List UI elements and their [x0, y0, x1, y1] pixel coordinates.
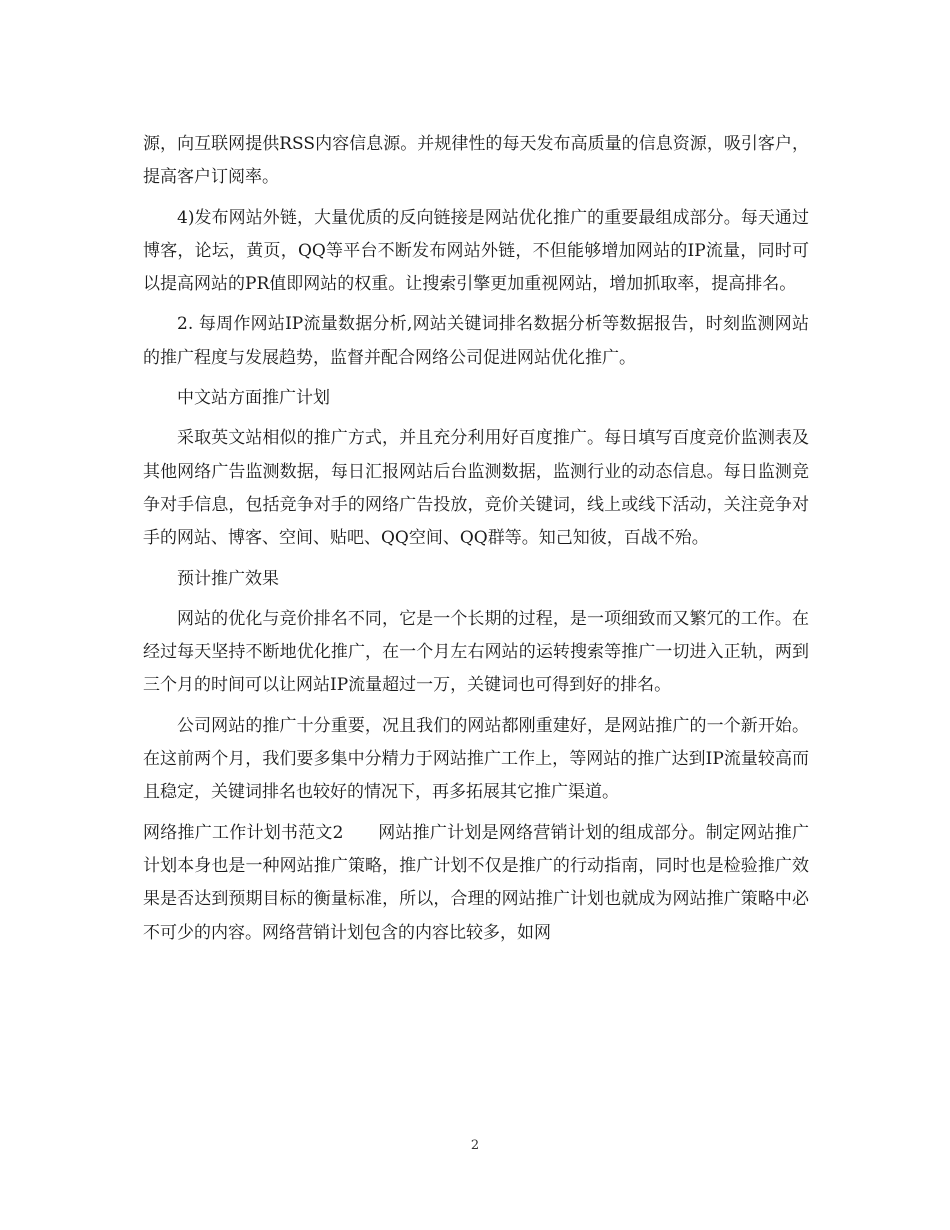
- paragraph-chinese-site-strategy: 采取英文站相似的推广方式，并且充分利用好百度推广。每日填写百度竞价监测表及其他网络广告监测数据，每日汇报网站后台监测数据，监测行业的动态信息。每日监测竞争对手信息，包括竞争对手的网络广告投放，竞价关键词，线上或线下活动，关注竞争对手的网站、博客、空间、贴吧、QQ空间、QQ群等。知己知彼，百战不殆。: [143, 428, 809, 549]
- paragraph-gap: [143, 703, 809, 710]
- paragraph-gap: [143, 375, 809, 382]
- paragraph-gap: [143, 415, 809, 422]
- paragraph-external-links: 4)发布网站外链，大量优质的反向链接是网站优化推广的重要最组成部分。每天通过博客，论坛，黄页，QQ等平台不断发布网站外链，不但能够增加网站的IP流量，同时可以提高网站的PR值即网站的权重。让搜索引擎更加重视网站，增加抓取率，提高排名。: [143, 207, 809, 295]
- paragraph-company-site-importance: 公司网站的推广十分重要，况且我们的网站都刚重建好，是网站推广的一个新开始。在这前两个月，我们要多集中分精力于网站推广工作上，等网站的推广达到IP流量较高而且稳定，关键词排名也较好的情况下，再多拓展其它推广渠道。: [143, 715, 809, 803]
- paragraph-optimization-process: 网站的优化与竞价排名不同，它是一个长期的过程，是一项细致而又繁冗的工作。在经过每天坚持不断地优化推广，在一个月左右网站的运转搜索等推广一切进入正轨，两到三个月的时间可以让网站IP流量超过一万，关键词也可得到好的排名。: [143, 608, 809, 696]
- paragraph-gap: [143, 556, 809, 563]
- heading-chinese-site-plan: 中文站方面推广计划: [177, 388, 330, 409]
- paragraph-gap: [143, 195, 809, 202]
- paragraph-gap: [143, 596, 809, 603]
- page-number: 2: [470, 1138, 480, 1153]
- paragraph-gap: [143, 301, 809, 308]
- page-footer: [0, 1138, 950, 1153]
- paragraph-gap: [143, 810, 809, 817]
- paragraph-rss-source: 源，向互联网提供RSS内容信息源。并规律性的每天发布高质量的信息资源，吸引客户，提高客户订阅率。: [143, 134, 809, 188]
- paragraph-plan-sample-2: 网络推广工作计划书范文2 网站推广计划是网络营销计划的组成部分。制定网站推广计划本身也是一种网站推广策略，推广计划不仅是推广的行动指南，同时也是检验推广效果是否达到预期目标的衡量标准，所以，合理的网站推广计划也就成为网站推广策略中必不可少的内容。网络营销计划包含的内容比较多，如网: [143, 822, 809, 943]
- document-body: [143, 128, 809, 950]
- heading-expected-effect: 预计推广效果: [177, 568, 279, 589]
- paragraph-weekly-analysis: 2. 每周作网站IP流量数据分析,网站关键词排名数据分析等数据报告，时刻监测网站的推广程度与发展趋势，监督并配合网络公司促进网站优化推广。: [143, 314, 809, 368]
